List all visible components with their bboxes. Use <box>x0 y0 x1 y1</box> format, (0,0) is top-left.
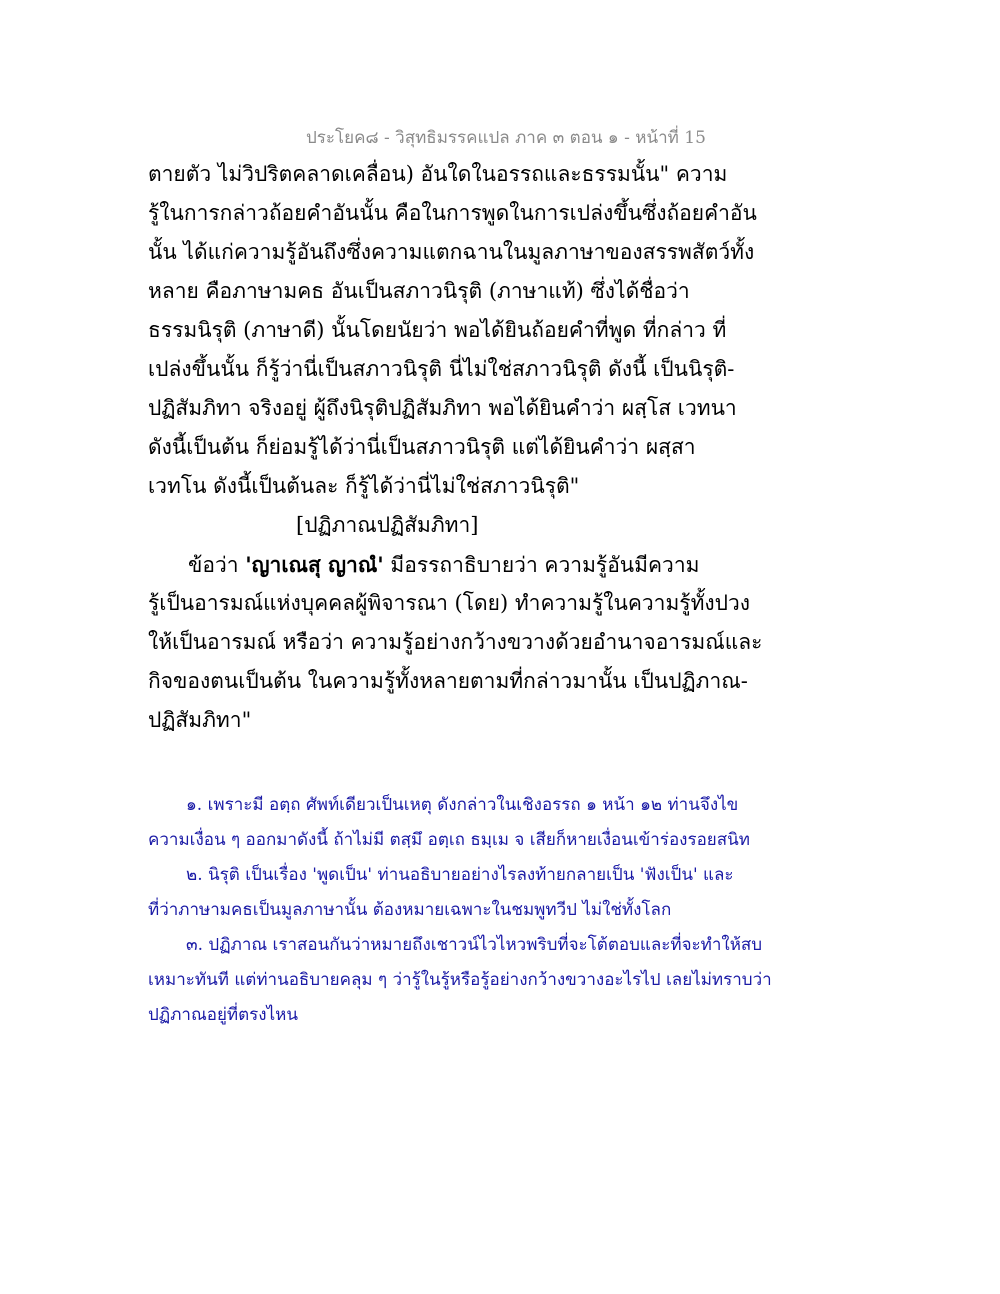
para-prefix: ข้อว่า <box>188 553 246 577</box>
body-line: เปล่งขึ้นนั้น ก็รู้ว่านี่เป็นสภาวนิรุติ นี่ไม่ใช่สภาวนิรุติ ดังนี้ เป็นนิรุติ- <box>148 357 735 381</box>
footnote-1-line: ๑. เพราะมี อตฺถ ศัพท์เดียวเป็นเหตุ ดังกล่าวในเชิงอรรถ ๑ หน้า ๑๒ ท่านจึงไข <box>186 795 739 815</box>
footnote-2-line: ที่ว่าภาษามคธเป็นมูลภาษานั้น ต้องหมายเฉพาะในชมพูทวีป ไม่ใช่ทั้งโลก <box>148 900 672 920</box>
body-line: กิจของตนเป็นต้น ในความรู้ทั้งหลายตามที่กล่าวมานั้น เป็นปฏิภาณ- <box>148 669 748 693</box>
body-line: นั้น ได้แก่ความรู้อันถึงซึ่งความแตกฉานในมูลภาษาของสรรพสัตว์ทั้ง <box>148 240 755 264</box>
body-line: หลาย คือภาษามคธ อันเป็นสภาวนิรุติ (ภาษาแท้) ซึ่งได้ชื่อว่า <box>148 279 690 303</box>
body-line: เวทโน ดังนี้เป็นต้นละ ก็รู้ได้ว่านี่ไม่ใช่สภาวนิรุติ" <box>148 474 580 498</box>
footnote-2-line: ๒. นิรุติ เป็นเรื่อง 'พูดเป็น' ท่านอธิบายอย่างไรลงท้ายกลายเป็น 'ฟังเป็น' และ <box>186 865 734 885</box>
footnote-3-line: ๓. ปฏิภาณ เราสอนกันว่าหมายถึงเชาวน์ไวไหวพริบที่จะโต้ตอบและที่จะทำให้สบ <box>186 935 763 955</box>
body-line: รู้เป็นอารมณ์แห่งบุคคลผู้พิจารณา (โดย) ทำความรู้ในความรู้ทั้งปวง <box>148 591 751 615</box>
body-line: ธรรมนิรุติ (ภาษาดี) นั้นโดยนัยว่า พอได้ยินถ้อยคำที่พูด ที่กล่าว ที่ <box>148 318 727 342</box>
body-text <box>148 155 772 1033</box>
body-line: ปฏิสัมภิทา" <box>148 708 252 732</box>
footnotes <box>148 788 772 1033</box>
body-line: ดังนี้เป็นต้น ก็ย่อมรู้ได้ว่านี่เป็นสภาวนิรุติ แต่ได้ยินคำว่า ผสฺสา <box>148 435 696 459</box>
pali-term: 'ญาเณสุ ญาณํ' <box>245 552 384 577</box>
body-line: ตายตัว ไม่วิปริตคลาดเคลื่อน) อันใดในอรรถและธรรมนั้น" ความ <box>148 162 728 186</box>
para-suffix: มีอรรถาธิบายว่า ความรู้อันมีความ <box>383 553 700 577</box>
footnote-3-line: เหมาะทันที แต่ท่านอธิบายคลุม ๆ ว่ารู้ในรู้หรือรู้อย่างกว้างขวางอะไรไป เลยไม่ทราบว่า <box>148 970 772 990</box>
section-heading: [ปฏิภาณปฏิสัมภิทา] <box>296 513 479 537</box>
footnote-1-line: ความเงื่อน ๆ ออกมาดังนี้ ถ้าไม่มี ตสฺมึ อตฺเถ ธมฺเม จ เสียก็หายเงื่อนเข้าร่องรอยสนิท <box>148 830 750 850</box>
footnote-3-line: ปฏิภาณอยู่ที่ตรงไหน <box>148 1005 298 1025</box>
body-line: รู้ในการกล่าวถ้อยคำอันนั้น คือในการพูดในการเปล่งขึ้นซึ่งถ้อยคำอัน <box>148 201 757 225</box>
spacer <box>148 740 718 788</box>
paragraph-first-line <box>148 545 718 584</box>
body-line: ปฏิสัมภิทา จริงอยู่ ผู้ถึงนิรุติปฏิสัมภิทา พอได้ยินคำว่า ผสฺโส เวทนา <box>148 396 737 420</box>
page-header: ประโยค๘ - วิสุทธิมรรคแปล ภาค ๓ ตอน ๑ - หน้าที่ 15 <box>306 128 706 148</box>
body-line: ให้เป็นอารมณ์ หรือว่า ความรู้อย่างกว้างขวางด้วยอำนาจอารมณ์และ <box>148 630 763 654</box>
